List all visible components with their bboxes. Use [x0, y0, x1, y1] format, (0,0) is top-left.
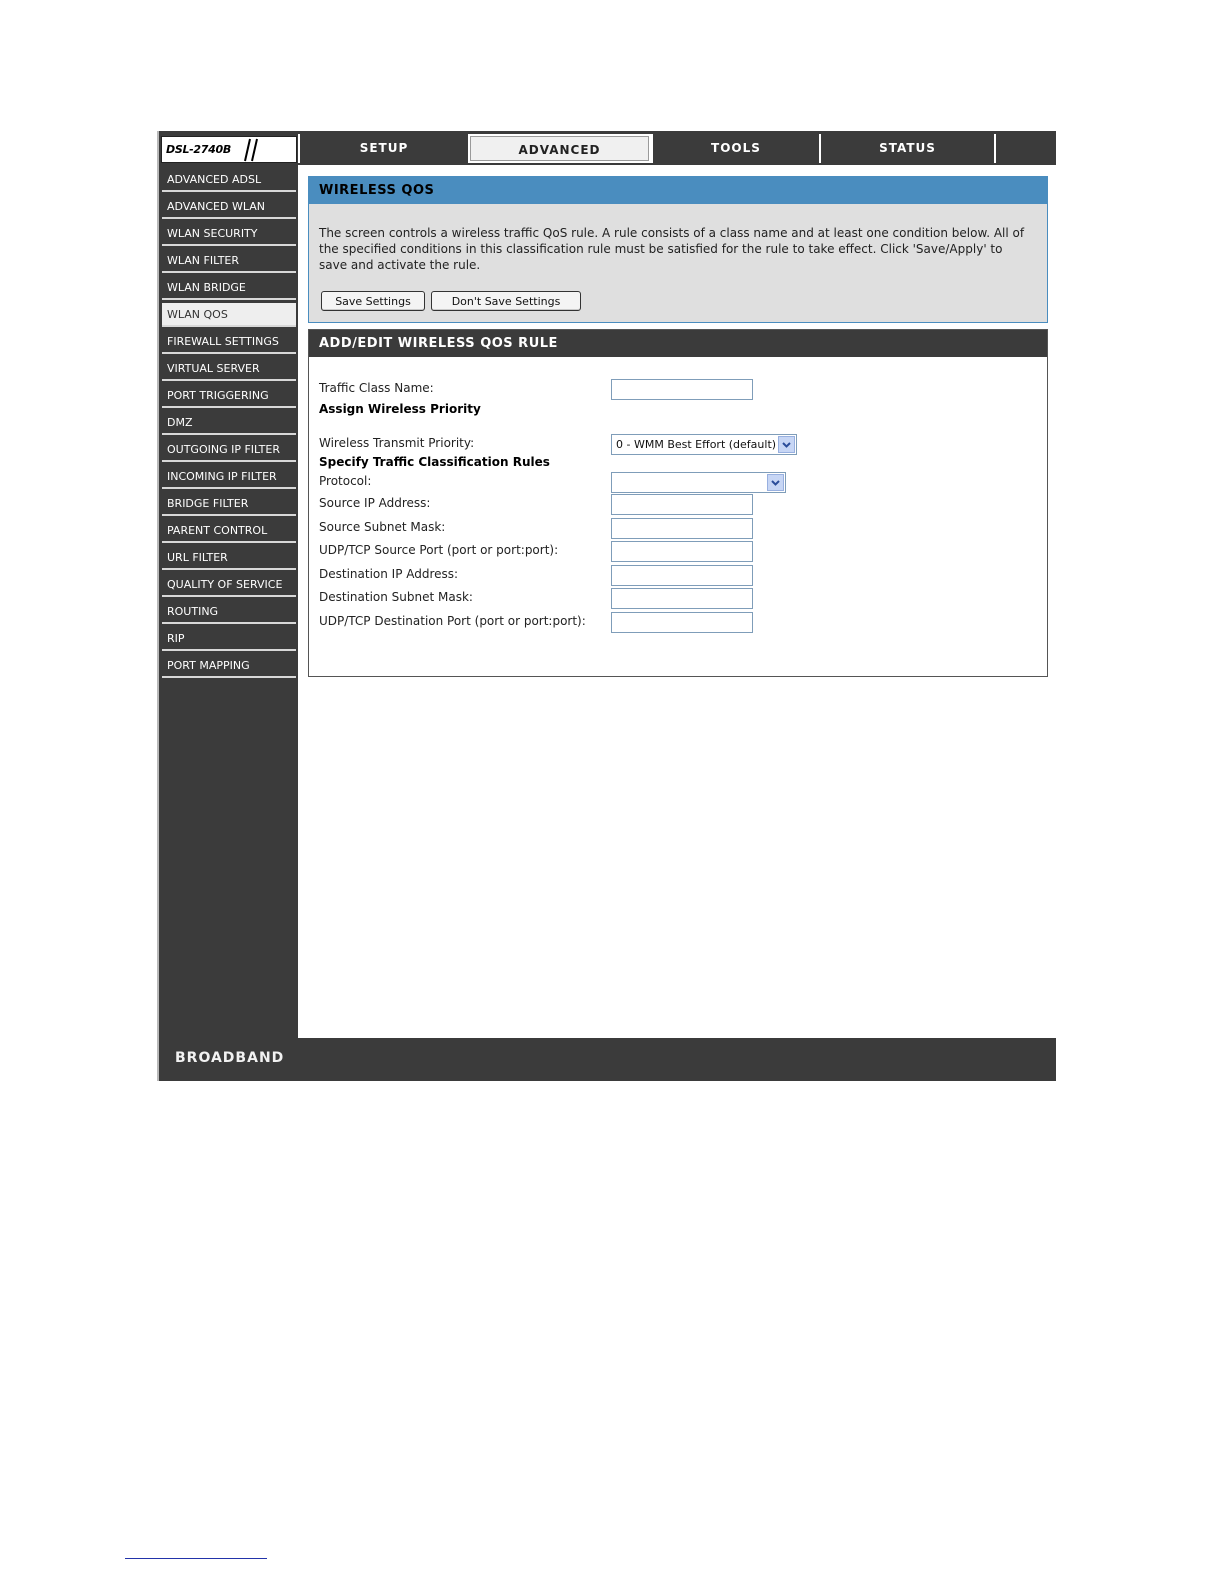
wireless-transmit-priority-label: Wireless Transmit Priority:	[319, 436, 475, 450]
assign-wireless-priority-heading: Assign Wireless Priority	[319, 402, 481, 416]
specify-classification-rules-heading: Specify Traffic Classification Rules	[319, 455, 550, 469]
logo-slash-icon	[236, 137, 260, 162]
wireless-transmit-priority-select[interactable]	[611, 434, 797, 455]
sidebar	[159, 165, 298, 1038]
wireless-qos-description: The screen controls a wireless traffic QoS rule. A rule consists of a class name and at least one condition below. All of the specified conditions in this classification rule must be satisfied for the rule to take effect. Click 'Save/Apply' to save and activate the rule.	[319, 226, 1025, 272]
destination-subnet-mask-label: Destination Subnet Mask:	[319, 590, 473, 604]
protocol-label: Protocol:	[319, 474, 372, 488]
product-logo	[161, 136, 297, 163]
page-footnote-rule	[125, 1558, 267, 1559]
footer-brand: BROADBAND	[175, 1050, 285, 1066]
destination-ip-label: Destination IP Address:	[319, 567, 459, 581]
source-ip-label: Source IP Address:	[319, 496, 431, 510]
sidebar-item-wlan-qos[interactable]: WLAN QOS	[162, 303, 296, 327]
protocol-select[interactable]	[611, 472, 786, 493]
source-subnet-mask-label: Source Subnet Mask:	[319, 520, 446, 534]
sidebar-item-outgoing-ip-filter[interactable]: OUTGOING IP FILTER	[162, 438, 296, 462]
destination-ip-input[interactable]	[611, 565, 753, 586]
destination-port-label: UDP/TCP Destination Port (port or port:port):	[319, 614, 586, 628]
source-port-input[interactable]	[611, 541, 753, 562]
destination-subnet-mask-input[interactable]	[611, 588, 753, 609]
sidebar-item-parent-control[interactable]: PARENT CONTROL	[162, 519, 296, 543]
sidebar-item-firewall-settings[interactable]: FIREWALL SETTINGS	[162, 330, 296, 354]
sidebar-item-advanced-wlan[interactable]: ADVANCED WLAN	[162, 195, 296, 219]
wireless-qos-title: WIRELESS QOS	[309, 177, 1047, 204]
sidebar-item-bridge-filter[interactable]: BRIDGE FILTER	[162, 492, 296, 516]
footer-bar	[159, 1038, 1056, 1081]
chevron-down-icon[interactable]	[767, 474, 784, 491]
top-nav-bar	[159, 131, 1056, 165]
sidebar-item-wlan-filter[interactable]: WLAN FILTER	[162, 249, 296, 273]
sidebar-item-wlan-security[interactable]: WLAN SECURITY	[162, 222, 296, 246]
sidebar-item-url-filter[interactable]: URL FILTER	[162, 546, 296, 570]
sidebar-item-dmz[interactable]: DMZ	[162, 411, 296, 435]
chevron-down-icon[interactable]	[778, 436, 795, 453]
tab-setup[interactable]: SETUP	[298, 134, 468, 163]
tab-spacer	[994, 134, 1056, 163]
tab-tools[interactable]: TOOLS	[651, 134, 819, 163]
qos-rule-form-title: ADD/EDIT WIRELESS QOS RULE	[309, 330, 1047, 357]
tab-status[interactable]: STATUS	[819, 134, 994, 163]
sidebar-item-rip[interactable]: RIP	[162, 627, 296, 651]
traffic-class-name-label: Traffic Class Name:	[319, 381, 434, 395]
sidebar-item-virtual-server[interactable]: VIRTUAL SERVER	[162, 357, 296, 381]
wireless-transmit-priority-value: 0 - WMM Best Effort (default)	[616, 438, 777, 451]
sidebar-item-quality-of-service[interactable]: QUALITY OF SERVICE	[162, 573, 296, 597]
sidebar-item-advanced-adsl[interactable]: ADVANCED ADSL	[162, 168, 296, 192]
wireless-qos-panel	[308, 176, 1048, 323]
save-settings-button[interactable]: Save Settings	[321, 291, 425, 311]
destination-port-input[interactable]	[611, 612, 753, 633]
sidebar-item-port-mapping[interactable]: PORT MAPPING	[162, 654, 296, 678]
sidebar-item-routing[interactable]: ROUTING	[162, 600, 296, 624]
qos-rule-form	[308, 329, 1048, 677]
dont-save-settings-button[interactable]: Don't Save Settings	[431, 291, 581, 311]
sidebar-item-wlan-bridge[interactable]: WLAN BRIDGE	[162, 276, 296, 300]
model-name: DSL-2740B	[166, 143, 231, 156]
source-ip-input[interactable]	[611, 494, 753, 515]
router-admin-window	[157, 131, 1054, 1081]
sidebar-item-port-triggering[interactable]: PORT TRIGGERING	[162, 384, 296, 408]
tab-advanced[interactable]: ADVANCED	[468, 134, 651, 163]
sidebar-item-incoming-ip-filter[interactable]: INCOMING IP FILTER	[162, 465, 296, 489]
source-subnet-mask-input[interactable]	[611, 518, 753, 539]
source-port-label: UDP/TCP Source Port (port or port:port):	[319, 543, 559, 557]
traffic-class-name-input[interactable]	[611, 379, 753, 400]
